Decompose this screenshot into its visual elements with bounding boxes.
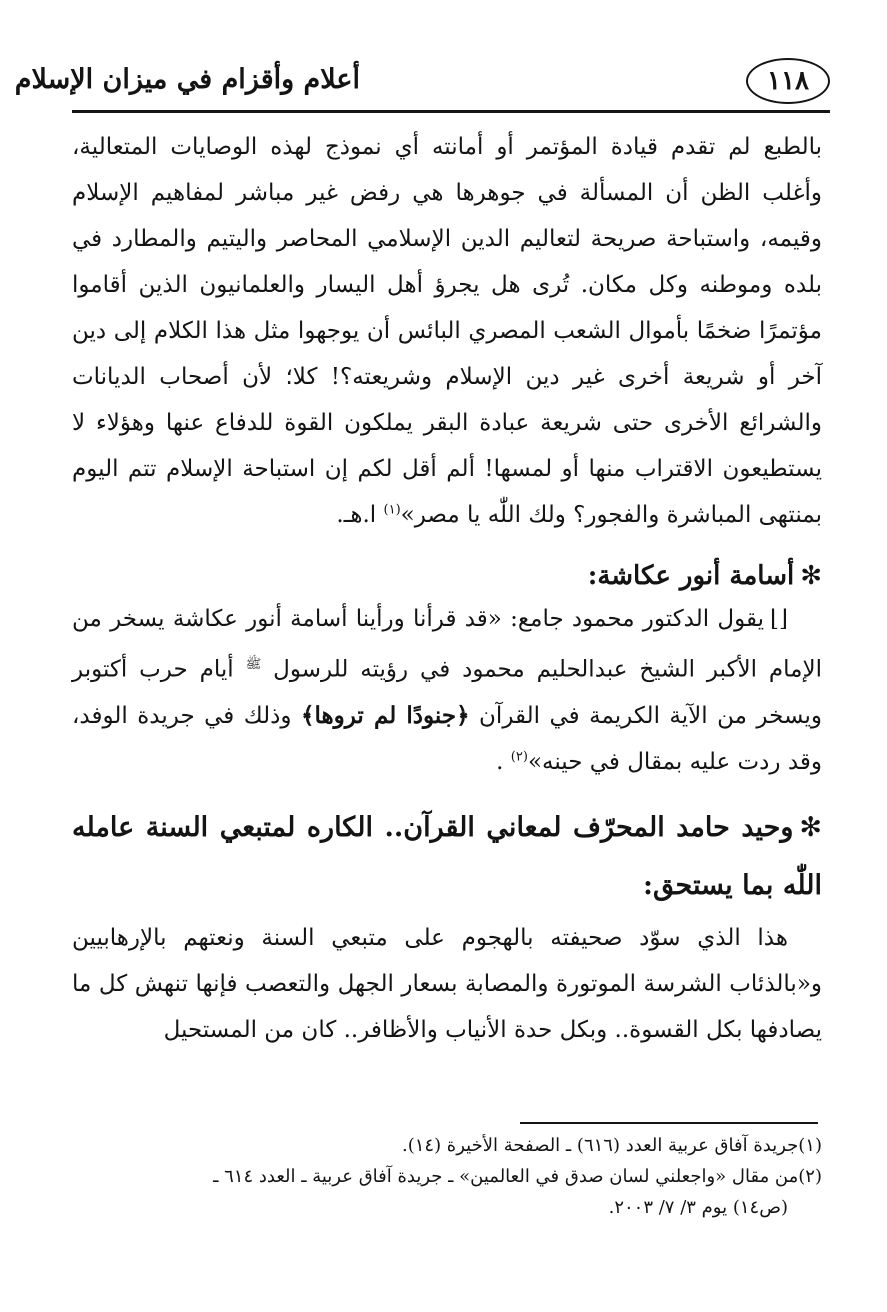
footnote-divider bbox=[520, 1122, 818, 1124]
footnote-ref-1[interactable]: (١) bbox=[383, 502, 401, 518]
paragraph-2-text-c: وذلك في جريدة الوفد، وقد ردت عليه بمقال في حينه» bbox=[72, 702, 822, 775]
footnotes bbox=[72, 1130, 822, 1223]
square-bracket-icon: ⌊⌋ bbox=[770, 606, 788, 632]
paragraph-1 bbox=[72, 124, 822, 538]
paragraph-1-text: بالطبع لم تقدم قيادة المؤتمر أو أمانته أي نموذج لهذه الوصايات المتعالية، وأغلب الظن أن المسألة في جوهرها هي رفض غير مباشر لمفاهيم الإسلام وقيمه، واستباحة صريحة لتعاليم الدين الإسلامي المحاصر واليتيم والمطارد في بلده وموطنه وكل مكان. تُرى هل يجرؤ أهل اليسار والعلمانيون الذين أقاموا مؤتمرًا ضخمًا بأموال الشعب المصري البائس أن يوجهوا مثل هذا الكلام إلى دين آخر أو شريعة أخرى غير دين الإسلام وشريعته؟! كلا؛ لأن أصحاب الديانات والشرائع الأخرى حتى شريعة عبادة البقر يملكون القوة للدفاع عنها وهؤلاء لا يستطيعون الاقتراب منها أو لمسها! ألم أقل لكم إن استباحة الإسلام تتم اليوم بمنتهى المباشرة والفجور؟ ولك اللّٰه يا مصر» bbox=[72, 134, 822, 528]
star-icon: ✻ bbox=[799, 811, 822, 843]
section-heading-wahid bbox=[72, 799, 822, 915]
paragraph-3: هذا الذي سوّد صحيفته بالهجوم على متبعي السنة ونعتهم بالإرهابيين و«بالذئاب الشرسة الموتورة والمصابة بسعار الجهل والتعصب فإنها تنهش كل ما يصادفها بكل القسوة.. وبكل حدة الأنياب والأظافر.. كان من المستحيل bbox=[72, 924, 822, 1043]
footnote-2-line-1: (٢)من مقال «واجعلني لسان صدق في العالمين» ـ جريدة آفاق عربية ـ العدد ٦١٤ ـ bbox=[213, 1166, 822, 1187]
section-heading-osama bbox=[72, 556, 822, 596]
page-number-text: ١١٨ bbox=[767, 66, 809, 96]
page-body bbox=[72, 124, 822, 1053]
header-rule bbox=[72, 110, 830, 113]
paragraph-2-text-a: يقول الدكتور محمود جامع: «قد قرأنا ورأينا أسامة أنور عكاشة يسخر من الإمام الأكبر الشيخ عبدالحليم محمود في رؤيته للرسول bbox=[72, 606, 822, 683]
section-heading-wahid-text: وحيد حامد المحرّف لمعاني القرآن.. الكاره لمتبعي السنة عامله اللّٰه بما يستحق: bbox=[72, 811, 822, 901]
quran-quote: ﴿جنودًا لم تروها﴾ bbox=[300, 701, 470, 729]
paragraph-2 bbox=[72, 596, 822, 785]
footnote-2-line-2: (ص١٤) يوم ٣/ ٧/ ٢٠٠٣. bbox=[608, 1197, 788, 1218]
paragraph-1-end: ا.هـ. bbox=[336, 502, 384, 528]
star-icon: ✻ bbox=[800, 561, 822, 591]
section-heading-osama-text: أسامة أنور عكاشة: bbox=[587, 561, 795, 591]
honorific-glyph: ﷺ bbox=[245, 657, 262, 672]
page-header bbox=[14, 58, 830, 120]
paragraph-2-text-b: أيام حرب أكتوبر ويسخر من الآية الكريمة في القرآن bbox=[72, 656, 822, 729]
running-title: أعلام وأقزام في ميزان الإسلام bbox=[14, 64, 360, 95]
page-number bbox=[746, 58, 830, 104]
footnote-1: (١)جريدة آفاق عربية العدد (٦١٦) ـ الصفحة الأخيرة (١٤). bbox=[401, 1135, 822, 1156]
paragraph-2-end: . bbox=[496, 748, 511, 775]
footnote-2 bbox=[72, 1161, 822, 1223]
footnote-ref-2[interactable]: (٢) bbox=[510, 749, 528, 764]
